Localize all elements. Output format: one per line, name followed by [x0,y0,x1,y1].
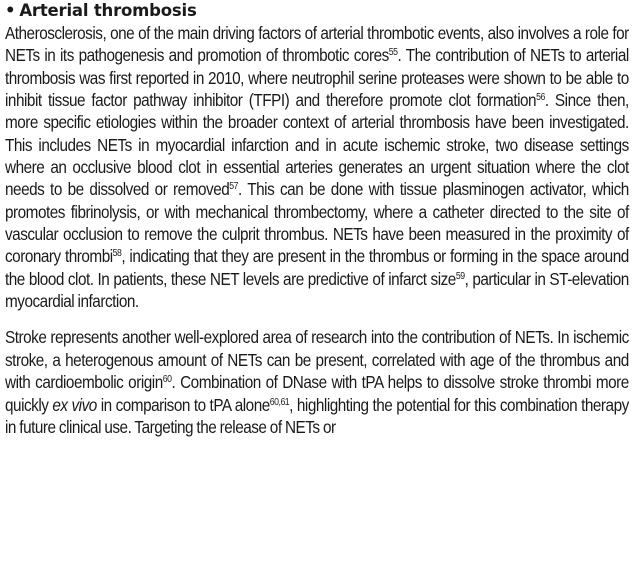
text-run: . The contribution of NETs to arterial thrombosis was first reported in 2010, where neutrophil serine proteases were shown to be able to inhibit tissue factor pathway inhibitor (TFPI) and therefore promote clot formation [5,45,629,111]
citation-ref: 57 [229,181,238,193]
section-heading [5,0,629,22]
paragraph-stroke [5,326,629,438]
text-run: in comparison to tPA alone [96,394,270,415]
citation-ref: 58 [112,248,122,260]
article-page [5,0,629,438]
text-run: , indicating that they are present in the thrombus or forming in the space around the blood clot. In patients, these NET levels are predictive of infarct size [5,246,629,289]
citation-ref: 60 [162,374,172,386]
italic-term: ex vivo [52,394,97,415]
text-run: Atherosclerosis, one of the main driving factors of arterial thrombotic events, also involves a role for NETs in its pathogenesis and promotion of thrombotic cores [5,23,629,66]
text-run: Stroke represents another well-explored area of research into the contribution of NETs. In ischemic stroke, a heterogenous amount of NETs can be present, correlated with age of the thrombus and with cardioembolic origin [5,327,629,393]
citation-ref: 59 [455,270,465,282]
text-run: . Combination of DNase with tPA helps to dissolve stroke thrombi more quickly [5,372,629,415]
citation-ref: 56 [536,92,545,104]
text-run: . This can be done with tissue plasminogen activator, which promotes fibrinolysis, or with mechanical thrombectomy, where a catheter directed to the site of vascular occlusion to remove the culprit thrombus. NETs have been measured in the proximity of coronary thrombi [5,179,629,267]
citation-ref: 55 [388,47,398,59]
section-title: Arterial thrombosis [19,1,197,20]
paragraph-arterial-thrombosis [5,22,629,312]
text-run: . Since then, more specific etiologies within the broader context of arterial thrombosis have been investigated. This includes NETs in myocardial infarction and in acute ischemic stroke, two disease settings where an occlusive blood clot in essential arteries generates an urgent situation where the clot needs to be dissolved or removed [5,90,629,200]
text-run: , particular in ST-elevation myocardial infarction. [5,268,629,312]
citation-ref: 60,61 [269,396,290,408]
text-run: , highlighting the potential for this combination therapy in future clinical use. Targeting the release of NETs or [5,394,629,437]
heading-bullet: • [5,1,16,20]
